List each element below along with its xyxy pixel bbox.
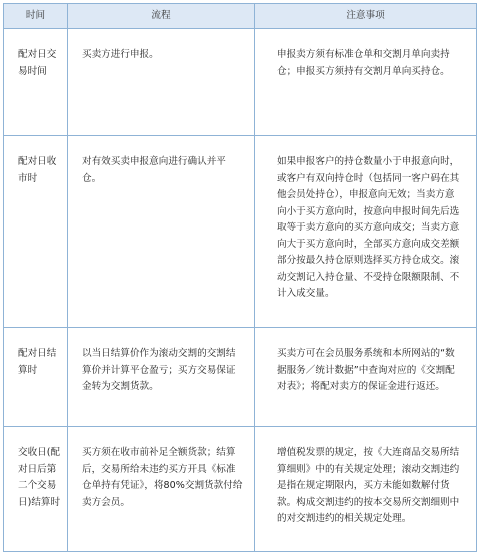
- header-time: 时间: [4, 4, 68, 29]
- row-process-cell: 买卖方进行申报。: [68, 29, 255, 136]
- table-row: [4, 29, 477, 136]
- table-row: [4, 427, 477, 552]
- header-process: 流程: [68, 4, 255, 29]
- row-time-cell: 配对日结算时: [4, 328, 68, 427]
- row-process-cell: 以当日结算价作为滚动交割的交割结算价并计算平仓盈亏；买方交易保证金转为交割货款。: [68, 328, 255, 427]
- row-process-cell: 对有效买卖申报意向进行确认并平仓。: [68, 136, 255, 328]
- row-time-cell: 配对日交易时间: [4, 29, 68, 136]
- table-row: [4, 136, 477, 328]
- header-row: [4, 4, 477, 29]
- row-notes-cell: 如果申报客户的持仓数量小于申报意向时，或客户有双向持仓时（包括同一客户码在其他会员处持仓），申报意向无效；当卖方意向小于买方意向时，按意向申报时间先后选取等于卖方意向的买方意向成交；当卖方意向大于买方意向时，全部买方意向成交差额部分按最久持仓原则选择买方持仓成交。滚动交割记入持仓量、不受持仓限额限制、不计入成交量。: [255, 136, 477, 328]
- row-notes-cell: 申报卖方须有标准仓单和交割月单向卖持仓；申报买方须持有交割月单向买持仓。: [255, 29, 477, 136]
- row-notes-cell: 买卖方可在会员服务系统和本所网站的“数据服务／统计数据”中查询对应的《交割配对表》；将配对卖方的保证金进行返还。: [255, 328, 477, 427]
- row-notes-cell: 增值税发票的规定，按《大连商品交易所结算细则》中的有关规定处理；滚动交割违约是指在规定期限内，买方未能如数解付货款。构成交割违约的按本交易所交割细则中的对交割违约的相关规定处理。: [255, 427, 477, 552]
- table-row: [4, 328, 477, 427]
- row-time-cell: 配对日收市时: [4, 136, 68, 328]
- row-time-cell: 交收日(配对日后第二个交易日)结算时: [4, 427, 68, 552]
- delivery-process-table: [3, 3, 477, 552]
- row-process-cell: 买方须在收市前补足全额货款；结算后，交易所给未违约买方开具《标准仓单持有凭证》，将80%交割货款付给卖方会员。: [68, 427, 255, 552]
- header-notes: 注意事项: [255, 4, 477, 29]
